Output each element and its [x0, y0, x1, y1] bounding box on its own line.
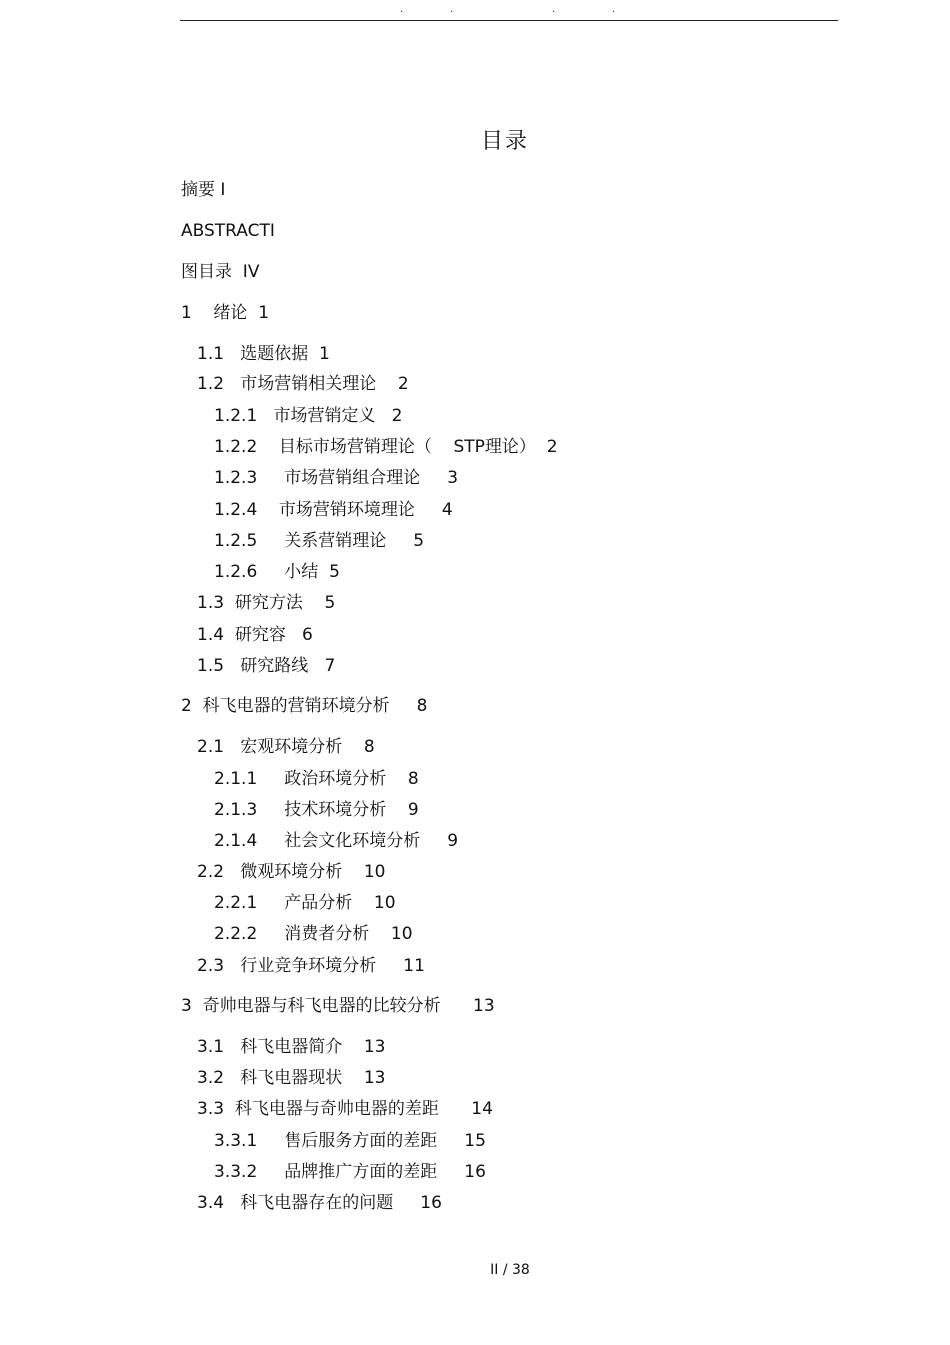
page-number: II / 38 [490, 1262, 530, 1278]
toc-entry[interactable]: 1.2.1 市场营销定义 2 [214, 406, 403, 426]
page-title: 目录 [480, 129, 529, 154]
toc-entry[interactable]: 图目录 IV [181, 262, 260, 282]
toc-entry[interactable]: 1.3 研究方法 5 [197, 593, 336, 613]
toc-entry[interactable]: 1.2.5 关系营销理论 5 [214, 531, 425, 551]
toc-entry[interactable]: 2.2.1 产品分析 10 [214, 893, 396, 913]
toc-entry[interactable]: 2.1.3 技术环境分析 9 [214, 800, 419, 820]
toc-entry[interactable]: 1.2.3 市场营销组合理论 3 [214, 468, 459, 488]
toc-entry[interactable]: 1.2.4 市场营销环境理论 4 [214, 500, 453, 520]
toc-entry[interactable]: 1.2.6 小结 5 [214, 562, 340, 582]
toc-entry[interactable]: ABSTRACTI [181, 221, 275, 241]
toc-entry[interactable]: 1.4 研究容 6 [197, 625, 313, 645]
toc-entry[interactable]: 2.3 行业竞争环境分析 11 [197, 956, 425, 976]
toc-entry[interactable]: 2.1 宏观环境分析 8 [197, 737, 375, 757]
toc-entry[interactable]: 1.5 研究路线 7 [197, 656, 336, 676]
header-marks [180, 4, 838, 18]
header-rule [180, 20, 838, 21]
toc-entry[interactable]: 1.2.2 目标市场营销理论（ STP理论） 2 [214, 437, 558, 457]
toc-entry[interactable]: 2.1.1 政治环境分析 8 [214, 769, 419, 789]
header-dot: . [552, 4, 556, 15]
header-dot: . [450, 4, 454, 15]
toc-entry[interactable]: 1.2 市场营销相关理论 2 [197, 374, 409, 394]
toc-entry[interactable]: 3.3.1 售后服务方面的差距 15 [214, 1131, 486, 1151]
toc-entry[interactable]: 2.2 微观环境分析 10 [197, 862, 386, 882]
toc-entry[interactable]: 2.1.4 社会文化环境分析 9 [214, 831, 459, 851]
header-dot: . [612, 4, 616, 15]
toc-entry[interactable]: 摘要 I [181, 180, 226, 200]
toc-entry[interactable]: 3 奇帅电器与科飞电器的比较分析 13 [181, 996, 495, 1016]
toc-entry[interactable]: 1 绪论 1 [181, 303, 270, 323]
toc-entry[interactable]: 3.3.2 品牌推广方面的差距 16 [214, 1162, 486, 1182]
toc-entry[interactable]: 2.2.2 消费者分析 10 [214, 924, 413, 944]
toc-entry[interactable]: 3.3 科飞电器与奇帅电器的差距 14 [197, 1099, 493, 1119]
toc-entry[interactable]: 1.1 选题依据 1 [197, 344, 330, 364]
header-dot: . [400, 4, 404, 15]
toc-entry[interactable]: 2 科飞电器的营销环境分析 8 [181, 696, 428, 716]
toc-entry[interactable]: 3.1 科飞电器简介 13 [197, 1037, 386, 1057]
toc-entry[interactable]: 3.4 科飞电器存在的问题 16 [197, 1193, 442, 1213]
toc-entry[interactable]: 3.2 科飞电器现状 13 [197, 1068, 386, 1088]
